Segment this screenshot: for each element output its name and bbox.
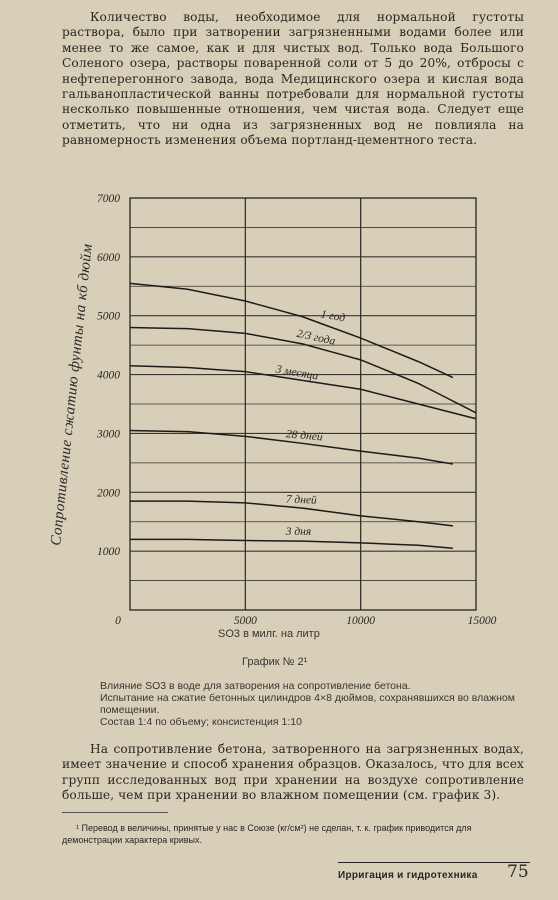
footnote-rule	[62, 812, 168, 813]
chart-labels	[96, 193, 497, 627]
chart-curves	[130, 283, 476, 548]
series-label: 1 год	[319, 308, 347, 325]
y-tick-label: 4000	[97, 369, 120, 382]
page-number: 75	[507, 862, 529, 882]
y-tick-label: 3000	[97, 428, 120, 441]
series-label: 7 дней	[285, 493, 318, 507]
y-axis-label: Сопротивление сжатию фунты на кб дюйм	[48, 242, 96, 547]
paragraph-intro: Количество воды, необходимое для нормальной густоты раствора, было при затворении загрязненными водами более или менее то же самое, как и для чистых вод. Только вода Большого Соленого озера, растворы поваренной соли от 5 до 20%, отбросы с нефтеперегонного завода, вода Медицинского озера и кислая вода гальванопластической ванны потребовали для нормальной густоты несколько повышенные отношения, чем чистая вода. Следует еще отметить, что ни одна из загрязненных вод не повлияла на равномерность изменения объема портланд-цементного теста.	[62, 10, 524, 148]
running-head: Ирригация и гидротехника	[338, 870, 478, 881]
y-tick-label: 6000	[97, 251, 120, 264]
series-label: 28 дней	[285, 428, 324, 444]
graph-number: График № 2¹	[242, 656, 308, 668]
x-tick-label: 0	[115, 615, 121, 627]
series-line	[130, 539, 453, 548]
x-tick-label: 15000	[467, 615, 497, 627]
running-head-rule	[338, 862, 530, 863]
y-tick-label: 7000	[97, 193, 120, 205]
y-tick-label: 5000	[97, 310, 120, 323]
x-tick-label: 10000	[346, 615, 376, 627]
caption-line-2: Испытание на сжатие бетонных цилиндров 4×8 дюймов, сохранявшихся во влажном помещении.	[100, 692, 515, 716]
y-tick-label: 2000	[97, 487, 120, 500]
chart-grid	[130, 198, 476, 610]
series-label: 2/3 года	[295, 327, 337, 348]
footnote: ¹ Перевод в величины, принятые у нас в Союзе (кг/см²) не сделан, т. к. график приводится для демонстрации характера кривых.	[62, 823, 472, 845]
series-line	[130, 283, 453, 377]
series-label: 3 месяца	[274, 363, 320, 383]
series-label: 3 дня	[285, 525, 312, 538]
caption-line-3: Состав 1:4 по объему; консистенция 1:10	[100, 716, 302, 728]
x-tick-label: 5000	[233, 615, 257, 627]
paragraph-storage: На сопротивление бетона, затворенного на загрязненных водах, имеет значение и способ хранения образцов. Оказалось, что для всех групп исследованных вод при хранении на воздухе сопротивление больше, чем при хранении во влажном помещении (см. график 3).	[62, 742, 524, 803]
x-axis-title: SO3 в милг. на литр	[218, 628, 320, 640]
caption-line-1: Влияние SO3 в воде для затворения на сопротивление бетона.	[100, 680, 411, 692]
y-tick-label: 1000	[97, 546, 120, 559]
